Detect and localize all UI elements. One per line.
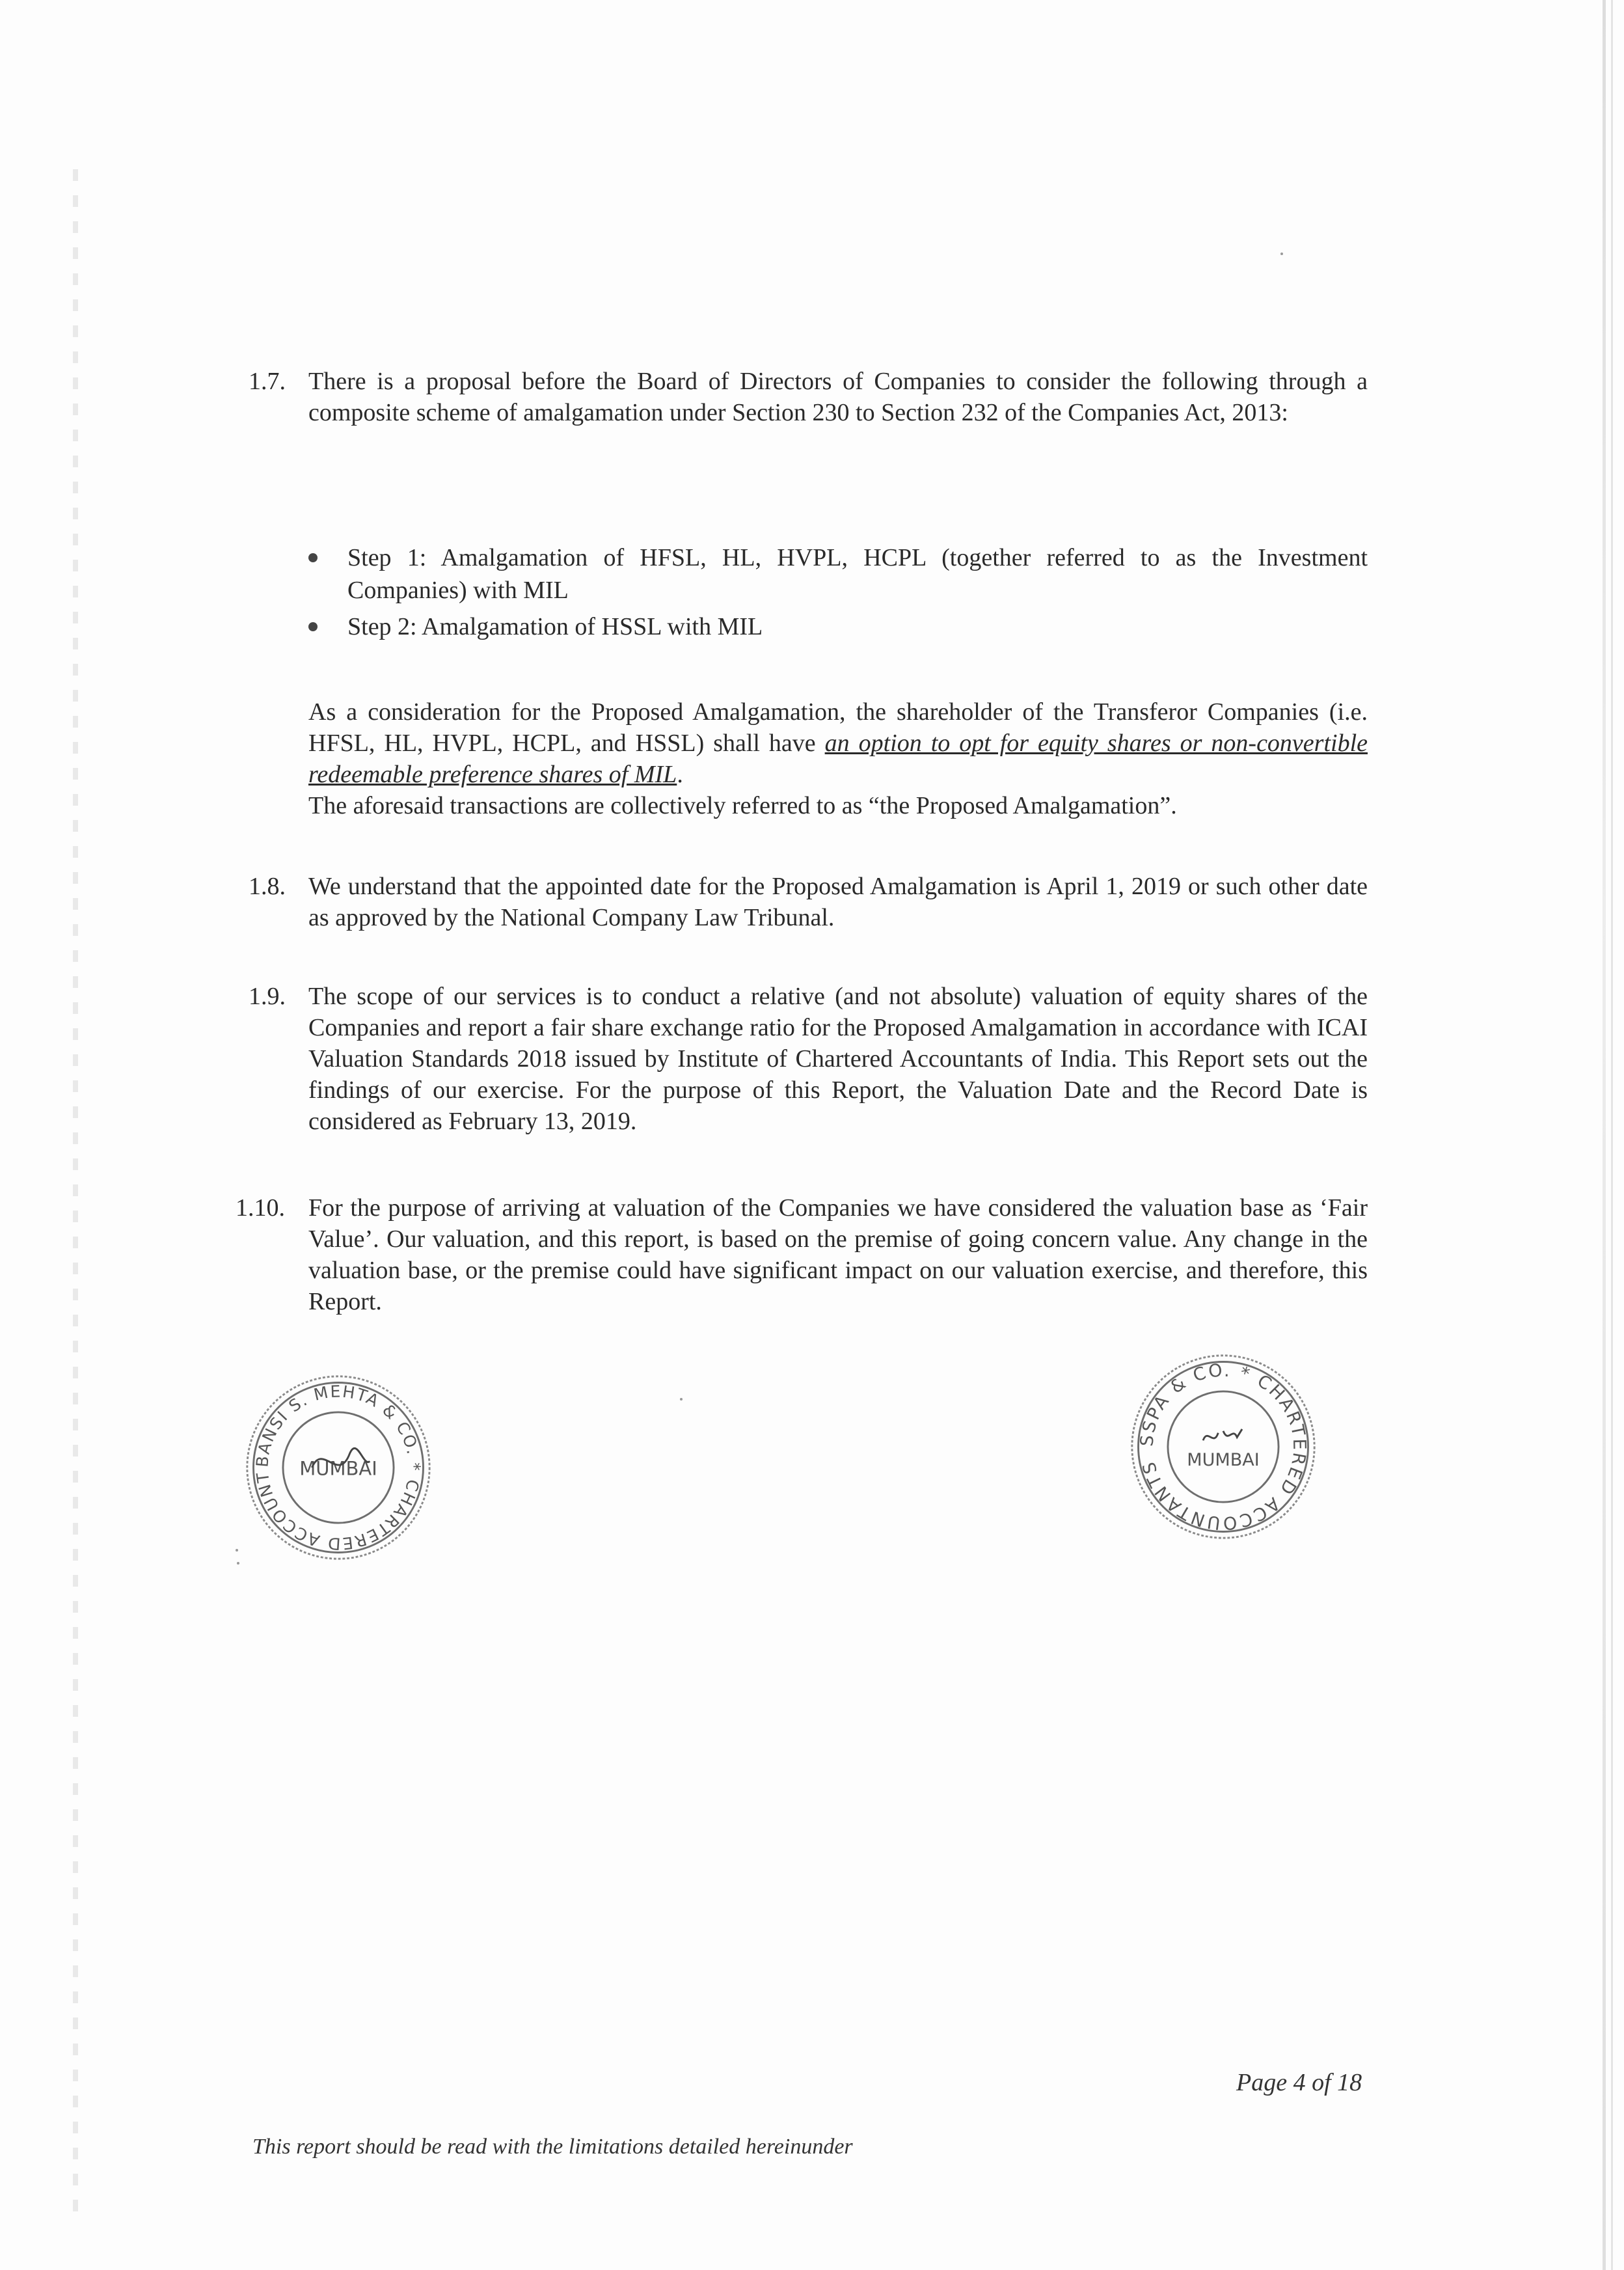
seal-right-ring-text: SSPA & CO. * CHARTERED ACCOUNTANTS bbox=[1137, 1360, 1310, 1533]
section-1-7 bbox=[249, 366, 1368, 428]
bullet-icon bbox=[308, 553, 318, 562]
list-item bbox=[308, 541, 1368, 607]
seal-right-city: MUMBAI bbox=[1187, 1450, 1260, 1470]
section-1-8 bbox=[249, 871, 1368, 933]
consideration-lead: As a consideration for the Proposed Amalgamation, the shareholder of the Transferor Companies (i.e. HFSL, HL, HVPL, HCPL, and HSSL) shall have bbox=[308, 698, 1368, 757]
scan-edge-right bbox=[1603, 0, 1606, 2270]
seal-left bbox=[244, 1373, 433, 1562]
svg-text:SSPA & CO. * CHARTERED ACCOUNT bbox=[1129, 1352, 1309, 1533]
scan-speck bbox=[237, 1562, 239, 1565]
scan-speck bbox=[1280, 253, 1283, 255]
step-text: Step 2: Amalgamation of HSSL with MIL bbox=[347, 613, 763, 640]
scan-speck bbox=[236, 1549, 238, 1552]
section-number: 1.10. bbox=[236, 1194, 285, 1222]
section-text: We understand that the appointed date for the Proposed Amalgamation is April 1, 2019 or such other date as approved by the National Company Law Tribunal. bbox=[308, 873, 1368, 931]
seal-left-ring-text: BANSI S. MEHTA & CO. * CHARTERED ACCOUNT bbox=[252, 1382, 424, 1553]
scan-speck bbox=[680, 1398, 683, 1401]
page-number: Page 4 of 18 bbox=[1236, 2069, 1362, 2096]
section-number: 1.9. bbox=[249, 983, 286, 1010]
section-text: The scope of our services is to conduct a relative (and not absolute) valuation of equity shares of the Companies and report a fair share exchange ratio for the Proposed Amalgamation in accordance with ICAI Valuation Standards 2018 issued by Institute of Chartered Accountants of India. This Report sets out the findings of our exercise. For the purpose of this Report, the Valuation Date and the Record Date is considered as February 13, 2019. bbox=[308, 983, 1368, 1135]
consideration-option: an option to opt for equity shares or non-convertible redeemable preference shares of MIL bbox=[308, 730, 1368, 788]
seal-right-graphic bbox=[1129, 1352, 1318, 1541]
section-text: For the purpose of arriving at valuation of the Companies we have considered the valuation base as ‘Fair Value’. Our valuation, and this report, is based on the premise of going concern value. Any change in the valuation base, or the premise could have significant impact on our valuation exercise, and therefore, this Report. bbox=[308, 1194, 1368, 1315]
collective-definition: The aforesaid transactions are collectively referred to as “the Proposed Amalgamation”. bbox=[308, 792, 1177, 819]
list-item bbox=[308, 610, 1368, 643]
seal-left-city: MUMBAI bbox=[299, 1457, 377, 1480]
consideration-end: . bbox=[677, 761, 683, 788]
section-text: There is a proposal before the Board of Directors of Companies to consider the following through a composite scheme of amalgamation under Section 230 to Section 232 of the Companies Act, 2013: bbox=[308, 368, 1368, 426]
scan-edge-left bbox=[73, 169, 78, 2226]
section-number: 1.7. bbox=[249, 368, 286, 395]
scan-edge-right-outer bbox=[1611, 0, 1613, 2270]
section-1-10 bbox=[236, 1192, 1368, 1317]
footer-note: This report should be read with the limitations detailed hereinunder bbox=[252, 2135, 853, 2159]
section-number: 1.8. bbox=[249, 873, 286, 900]
steps-list bbox=[308, 541, 1368, 647]
consideration-paragraph bbox=[308, 696, 1368, 821]
step-text: Step 1: Amalgamation of HFSL, HL, HVPL, HCPL (together referred to as the Investment Companies) with MIL bbox=[347, 544, 1368, 604]
bullet-icon bbox=[308, 622, 318, 631]
seal-left-graphic bbox=[244, 1373, 433, 1562]
seal-right bbox=[1129, 1352, 1318, 1541]
section-1-9 bbox=[249, 981, 1368, 1137]
